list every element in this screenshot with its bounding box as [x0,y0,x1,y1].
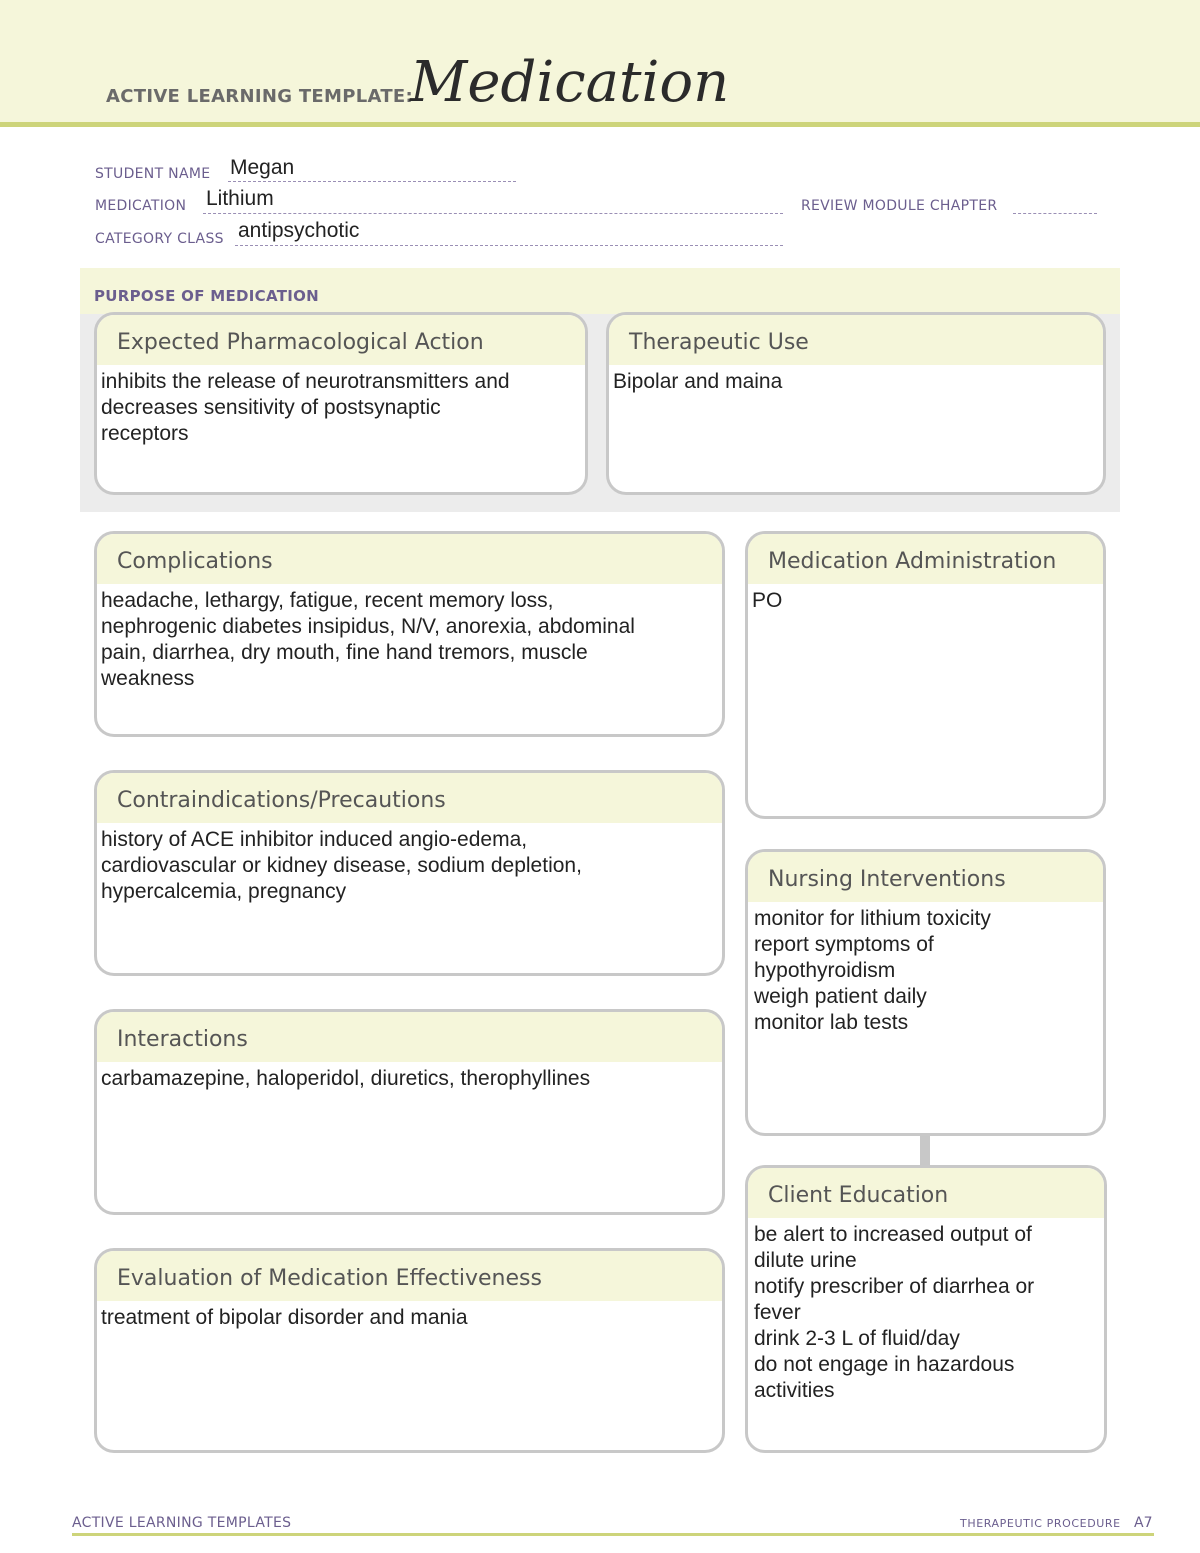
complications-text[interactable]: headache, lethargy, fatigue, recent memory loss, nephrogenic diabetes insipidus, N/V, anorexia, abdominal pain, diarrhea, dry mouth, fine hand tremors, muscle weakness [101,589,635,690]
medication-administration-box [745,531,1106,819]
page-title: Medication [410,50,730,115]
connector-bar [920,1133,930,1166]
evaluation-box [94,1248,725,1453]
complications-title: Complications [97,534,722,584]
review-module-label: REVIEW MODULE CHAPTER [801,198,998,214]
therapeutic-use-text[interactable]: Bipolar and maina [613,370,783,393]
header-rule [0,122,1200,127]
page-number: A7 [1134,1515,1153,1531]
student-name-field[interactable]: Megan [230,156,295,179]
category-class-line [235,245,783,246]
category-class-field[interactable]: antipsychotic [238,219,360,242]
complications-box [94,531,725,737]
evaluation-text[interactable]: treatment of bipolar disorder and mania [101,1306,468,1329]
medication-label: MEDICATION [95,198,187,214]
student-name-line [228,181,516,182]
footer-rule [72,1533,1154,1536]
interactions-title: Interactions [97,1012,722,1062]
category-class-label: CATEGORY CLASS [95,231,224,247]
footer-right: THERAPEUTIC PROCEDURE [960,1517,1121,1530]
expected-action-box [94,312,588,495]
review-module-line [1013,213,1097,214]
contraindications-text[interactable]: history of ACE inhibitor induced angio-edema, cardiovascular or kidney disease, sodium depletion, hypercalcemia, pregnancy [101,828,582,903]
client-education-text[interactable]: be alert to increased output of dilute urine notify prescriber of diarrhea or fever drink 2-3 L of fluid/day do not engage in hazardous activities [754,1223,1035,1402]
medication-administration-text[interactable]: PO [752,589,783,612]
medication-field[interactable]: Lithium [206,187,274,210]
client-education-title: Client Education [748,1168,1104,1218]
evaluation-title: Evaluation of Medication Effectiveness [97,1251,722,1301]
interactions-text[interactable]: carbamazepine, haloperidol, diuretics, therophyllines [101,1067,591,1090]
medication-administration-title: Medication Administration [748,534,1103,584]
therapeutic-use-title: Therapeutic Use [609,315,1103,365]
expected-action-text[interactable]: inhibits the release of neurotransmitters and decreases sensitivity of postsynaptic receptors [101,370,510,445]
nursing-interventions-text[interactable]: monitor for lithium toxicity report symptoms of hypothyroidism weigh patient daily monitor lab tests [754,907,991,1034]
contraindications-box [94,770,725,976]
purpose-label: PURPOSE OF MEDICATION [94,287,320,305]
template-label: ACTIVE LEARNING TEMPLATE: [106,86,413,107]
interactions-box [94,1009,725,1215]
contraindications-title: Contraindications/Precautions [97,773,722,823]
footer-left: ACTIVE LEARNING TEMPLATES [72,1515,292,1531]
medication-line [203,213,783,214]
student-name-label: STUDENT NAME [95,166,211,182]
expected-action-title: Expected Pharmacological Action [97,315,585,365]
therapeutic-use-box [606,312,1106,495]
nursing-interventions-title: Nursing Interventions [748,852,1103,902]
nursing-interventions-box [745,849,1106,1136]
client-education-box [745,1165,1107,1453]
